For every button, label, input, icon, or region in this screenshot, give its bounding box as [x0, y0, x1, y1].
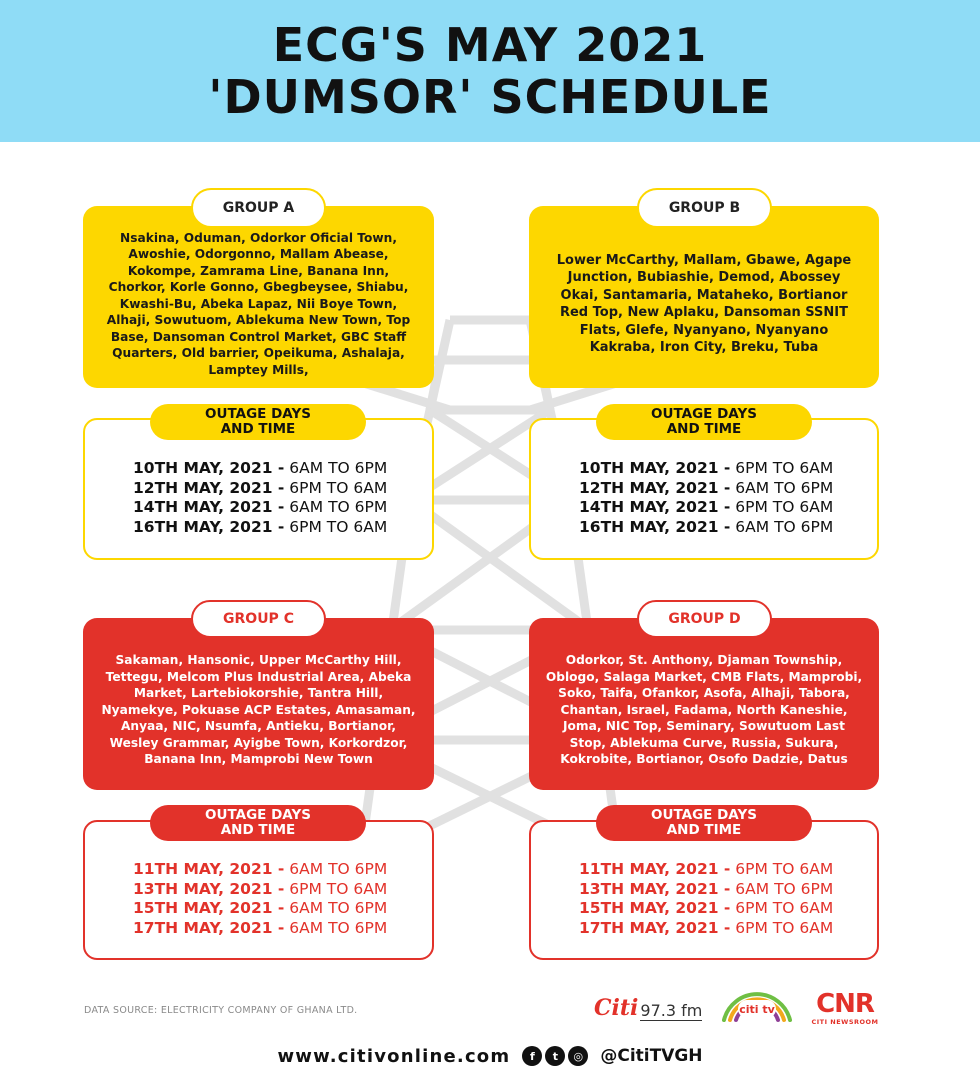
outage-label-line1: OUTAGE DAYS	[651, 807, 757, 823]
header-banner	[0, 0, 980, 142]
schedule-time: 6AM TO 6PM	[284, 918, 388, 937]
schedule-time: 6PM TO 6AM	[730, 459, 834, 477]
schedule-time: 6AM TO 6PM	[284, 498, 388, 516]
group-d-label-text: GROUP D	[668, 611, 741, 627]
schedule-time: 6AM TO 6PM	[284, 899, 388, 917]
schedule-row	[579, 518, 877, 538]
schedule-row	[133, 518, 432, 538]
data-source-note: DATA SOURCE: ELECTRICITY COMPANY OF GHANA LTD.	[84, 1005, 358, 1016]
schedule-row	[579, 459, 877, 479]
schedule-date: 10TH MAY, 2021 -	[579, 459, 731, 477]
schedule-time: 6AM TO 6PM	[730, 879, 834, 898]
group-b-label-text: GROUP B	[668, 200, 741, 216]
group-c-areas-card	[83, 618, 434, 790]
group-a-label	[191, 188, 326, 228]
footer-bar	[0, 1042, 980, 1070]
outage-label-line2: AND TIME	[666, 822, 742, 838]
schedule-time: 6PM TO 6AM	[284, 879, 388, 898]
schedule-row	[133, 860, 432, 880]
schedule-time: 6AM TO 6PM	[284, 459, 388, 477]
group-a-label-text: GROUP A	[222, 200, 295, 216]
schedule-date: 13TH MAY, 2021 -	[133, 879, 285, 898]
schedule-time: 6AM TO 6PM	[730, 517, 834, 536]
citi-logo-text: Citi	[594, 995, 639, 1021]
cnr-logo-text: CNR	[816, 989, 874, 1019]
group-a-areas: Nsakina, Oduman, Odorkor Oficial Town, Awoshie, Odorgonno, Mallam Abease, Kokompe, Zamrama Line, Banana Inn, Chorkor, Korle Gonno, Gbegbeysee, Shiabu, Kwashi-Bu, Abeka Lapaz, Nii Boye Town, Alhaji, Sowutuom, Ablekuma New Town, Top Base, Dansoman Control Market, GBC Staff Quarters, Old barrier, Opeikuma, Ashalaja, Lamptey Mills,	[106, 230, 411, 377]
facebook-icon[interactable]: f	[522, 1046, 542, 1066]
schedule-date: 10TH MAY, 2021 -	[133, 459, 285, 477]
schedule-time: 6PM TO 6AM	[730, 498, 834, 516]
schedule-row	[579, 919, 877, 939]
schedule-row	[133, 899, 432, 919]
schedule-row	[133, 479, 432, 499]
citi-frequency: 97.3 fm	[640, 1001, 703, 1020]
page-title-line2: 'DUMSOR' SCHEDULE	[208, 70, 772, 124]
group-d-outage-tag	[596, 805, 812, 841]
group-c-areas: Sakaman, Hansonic, Upper McCarthy Hill, Tettegu, Melcom Plus Industrial Area, Abeka Market, Lartebiokorshie, Tantra Hill, Nyamekye, Pokuase ACP Estates, Amasaman, Anyaa, NIC, Nsumfa, Antieku, Bortianor, Wesley Grammar, Ayigbe Town, Korkordzor, Banana Inn, Mamprobi New Town	[101, 653, 416, 767]
group-a-areas-card	[83, 206, 434, 388]
social-handle[interactable]: @CitiTVGH	[600, 1046, 703, 1066]
outage-label-line1: OUTAGE DAYS	[205, 807, 311, 823]
schedule-date: 17TH MAY, 2021 -	[133, 918, 285, 937]
schedule-row	[579, 880, 877, 900]
citi-fm-logo	[594, 995, 702, 1021]
group-a-outage-tag	[150, 404, 366, 440]
schedule-time: 6PM TO 6AM	[284, 517, 388, 536]
cnr-logo-subtitle: CITI NEWSROOM	[811, 1018, 879, 1026]
schedule-row	[579, 479, 877, 499]
website-link[interactable]: www.citivonline.com	[277, 1045, 511, 1067]
schedule-row	[579, 860, 877, 880]
schedule-date: 12TH MAY, 2021 -	[579, 478, 731, 497]
schedule-time: 6AM TO 6PM	[284, 860, 388, 878]
citi-tv-label: citi tv	[738, 1000, 776, 1018]
schedule-row	[579, 899, 877, 919]
schedule-time: 6PM TO 6AM	[730, 860, 834, 878]
twitter-icon[interactable]: t	[545, 1046, 565, 1066]
schedule-date: 16TH MAY, 2021 -	[133, 517, 285, 536]
group-d-areas: Odorkor, St. Anthony, Djaman Township, Oblogo, Salaga Market, CMB Flats, Mamprobi, Soko, Taifa, Ofankor, Asofa, Alhaji, Tabora, Chantan, Israel, Fadama, North Kaneshie, Joma, NIC Top, Seminary, Sowutuom Last Stop, Ablekuma Curve, Russia, Sukura, Kokrobite, Bortianor, Osofo Dadzie, Datus	[545, 653, 863, 767]
schedule-row	[133, 919, 432, 939]
schedule-date: 13TH MAY, 2021 -	[579, 879, 731, 898]
schedule-date: 12TH MAY, 2021 -	[133, 478, 285, 497]
group-d-schedule-box	[529, 820, 879, 960]
schedule-date: 16TH MAY, 2021 -	[579, 517, 731, 536]
schedule-date: 11TH MAY, 2021 -	[133, 860, 285, 878]
schedule-row	[133, 459, 432, 479]
schedule-date: 11TH MAY, 2021 -	[579, 860, 731, 878]
schedule-time: 6PM TO 6AM	[284, 478, 388, 497]
outage-label-line2: AND TIME	[220, 822, 296, 838]
outage-label-line1: OUTAGE DAYS	[651, 406, 757, 422]
group-b-areas-card	[529, 206, 879, 388]
group-b-areas: Lower McCarthy, Mallam, Gbawe, Agape Junction, Bubiashie, Demod, Abossey Okai, Santamaria, Mataheko, Bortianor Red Top, New Aplaku, Dansoman SSNIT Flats, Glefe, Nyanyano, Nyanyano Kakraba, Iron City, Breku, Tuba	[556, 252, 852, 355]
outage-label-line2: AND TIME	[220, 421, 296, 437]
group-b-label	[637, 188, 772, 228]
schedule-date: 17TH MAY, 2021 -	[579, 918, 731, 937]
schedule-date: 14TH MAY, 2021 -	[133, 498, 285, 516]
schedule-row	[579, 498, 877, 518]
schedule-date: 15TH MAY, 2021 -	[133, 899, 285, 917]
group-b-outage-tag	[596, 404, 812, 440]
schedule-time: 6AM TO 6PM	[730, 478, 834, 497]
social-icons	[522, 1046, 588, 1066]
group-c-schedule-box	[83, 820, 434, 960]
page-title-line1: ECG'S MAY 2021	[272, 18, 708, 72]
group-c-label	[191, 600, 326, 638]
schedule-time: 6PM TO 6AM	[730, 899, 834, 917]
instagram-icon[interactable]: ◎	[568, 1046, 588, 1066]
group-d-label	[637, 600, 772, 638]
schedule-date: 15TH MAY, 2021 -	[579, 899, 731, 917]
group-c-label-text: GROUP C	[223, 611, 294, 627]
schedule-row	[133, 880, 432, 900]
schedule-date: 14TH MAY, 2021 -	[579, 498, 731, 516]
group-d-areas-card	[529, 618, 879, 790]
outage-label-line2: AND TIME	[666, 421, 742, 437]
cnr-logo	[810, 990, 880, 1026]
schedule-time: 6PM TO 6AM	[730, 918, 834, 937]
outage-label-line1: OUTAGE DAYS	[205, 406, 311, 422]
citi-tv-logo	[716, 990, 798, 1026]
group-c-outage-tag	[150, 805, 366, 841]
schedule-row	[133, 498, 432, 518]
